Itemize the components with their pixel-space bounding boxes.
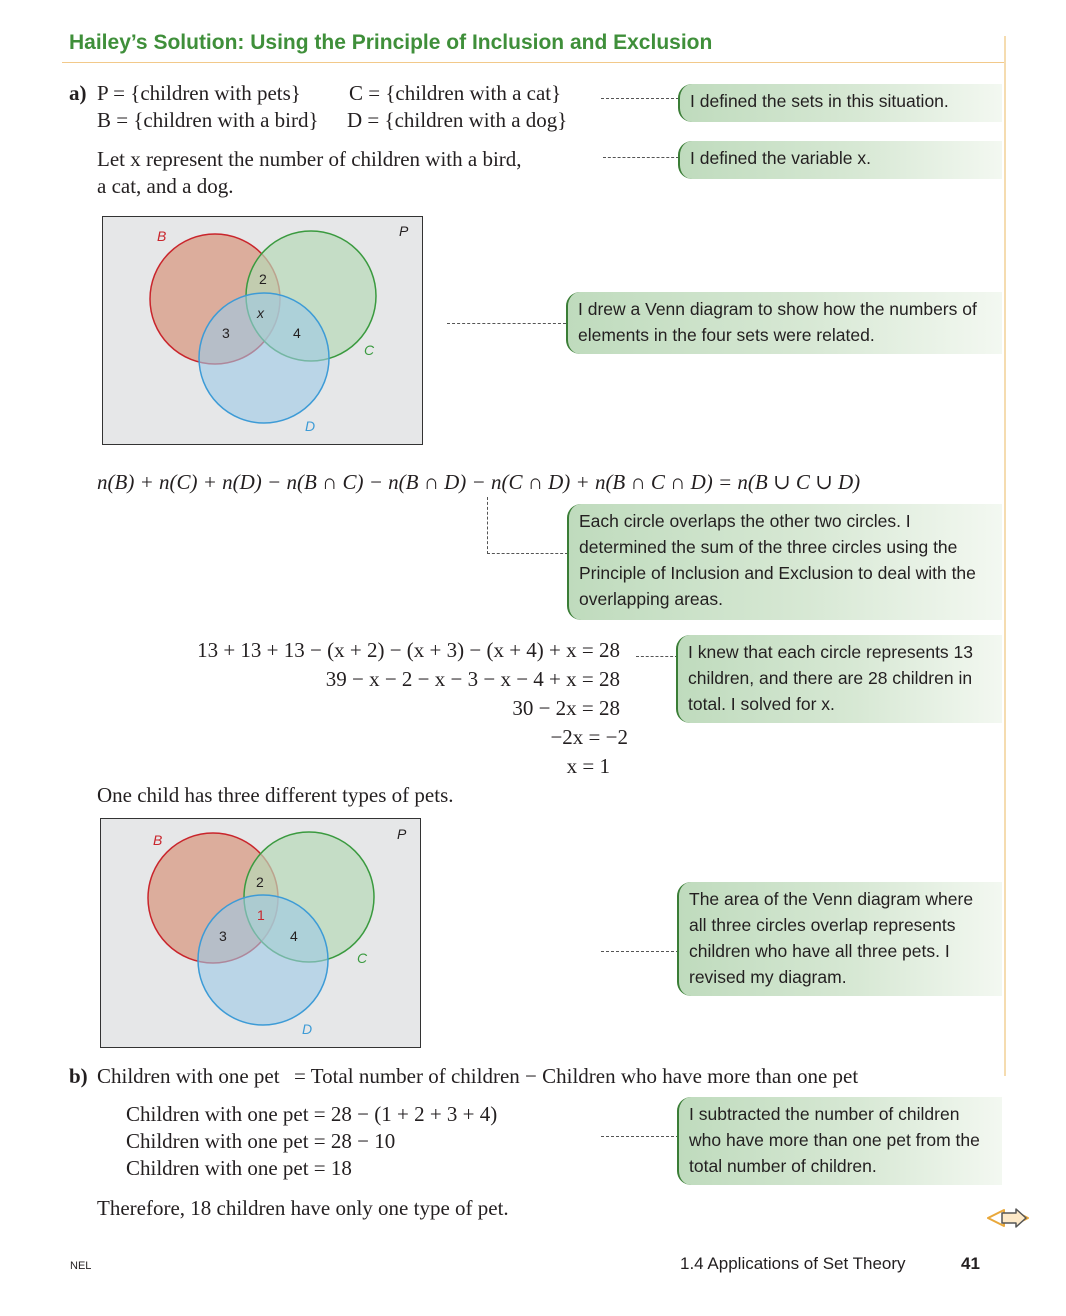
leader-line-3 <box>447 323 566 324</box>
margin-note-solve: I knew that each circle represents 13 children, and there are 28 children in total. I solved for x. <box>676 635 1002 723</box>
equation-step-3: 30 − 2x = 28 <box>512 696 620 720</box>
part-b-statement-left: Children with one pet <box>97 1064 280 1088</box>
label-p: P <box>397 826 407 842</box>
circle-d <box>199 293 329 423</box>
label-c: C <box>357 950 368 966</box>
region-bc: 2 <box>259 271 267 287</box>
part-b-statement-right: = Total number of children − Children who have more than one pet <box>294 1064 859 1088</box>
equation-step-5: x = 1 <box>566 754 610 778</box>
region-bc: 2 <box>256 874 264 890</box>
margin-note-revise: The area of the Venn diagram where all three circles overlap represents children who have all three pets. I revised my diagram. <box>677 882 1002 996</box>
region-bd: 3 <box>222 325 230 341</box>
region-cd: 4 <box>290 928 298 944</box>
final-answer: Therefore, 18 children have only one type of pet. <box>97 1196 509 1220</box>
inclusion-exclusion-formula: n(B) + n(C) + n(D) − n(B ∩ C) − n(B ∩ D) − n(C ∩ D) + n(B ∩ C ∩ D) = n(B ∪ C ∪ D) <box>97 470 861 494</box>
set-c-definition: C = {children with a cat} <box>349 81 562 105</box>
margin-note-principle: Each circle overlaps the other two circles. I determined the sum of the three circles using the Principle of Inclusion and Exclusion to deal with the overlapping areas. <box>567 504 1002 620</box>
next-page-arrow-icon[interactable] <box>984 1200 1030 1236</box>
leader-line-4-vertical <box>487 497 488 554</box>
margin-note-sets: I defined the sets in this situation. <box>678 84 1002 122</box>
equation-step-1: 13 + 13 + 13 − (x + 2) − (x + 3) − (x + 4) + x = 28 <box>197 638 620 662</box>
label-c: C <box>364 342 375 358</box>
variable-definition-line-2: a cat, and a dog. <box>97 174 234 198</box>
set-b-definition: B = {children with a bird} <box>97 108 319 132</box>
section-title: Hailey’s Solution: Using the Principle of Inclusion and Exclusion <box>69 31 713 54</box>
header-rule <box>62 62 1006 63</box>
leader-line-1 <box>601 98 679 99</box>
part-b-label: b) <box>69 1064 88 1088</box>
part-b-equation-1: Children with one pet = 28 − (1 + 2 + 3 + 4) <box>126 1102 498 1126</box>
label-b: B <box>153 832 163 848</box>
label-d: D <box>305 418 316 434</box>
footer-section-title: 1.4 Applications of Set Theory <box>680 1254 906 1273</box>
part-b-equation-3: Children with one pet = 18 <box>126 1156 352 1180</box>
part-b-equation-2: Children with one pet = 28 − 10 <box>126 1129 396 1153</box>
venn-2-drawing <box>101 819 422 1049</box>
venn-diagram-2 <box>100 818 421 1048</box>
page-number: 41 <box>961 1254 980 1273</box>
equation-step-4: −2x = −2 <box>550 725 628 749</box>
set-d-definition: D = {children with a dog} <box>347 108 568 132</box>
leader-line-7 <box>601 1136 679 1137</box>
set-p-definition: P = {children with pets} <box>97 81 301 105</box>
leader-line-2 <box>603 157 679 158</box>
part-a-label: a) <box>69 81 87 105</box>
equation-step-2: 39 − x − 2 − x − 3 − x − 4 + x = 28 <box>325 667 620 691</box>
variable-definition-line-1: Let x represent the number of children with a bird, <box>97 147 522 171</box>
region-bcd: x <box>257 305 264 321</box>
venn-1-drawing <box>103 217 424 446</box>
region-bd: 3 <box>219 928 227 944</box>
venn-diagram-1 <box>102 216 423 445</box>
margin-rule <box>1004 36 1006 1076</box>
region-bcd: 1 <box>257 907 265 923</box>
label-b: B <box>157 228 167 244</box>
leader-line-4 <box>487 553 568 554</box>
label-d: D <box>302 1021 313 1037</box>
leader-line-6 <box>601 951 679 952</box>
margin-note-subtract: I subtracted the number of children who have more than one pet from the total number of children. <box>677 1097 1002 1185</box>
leader-line-5 <box>636 656 678 657</box>
margin-note-variable: I defined the variable x. <box>678 141 1002 179</box>
region-cd: 4 <box>293 325 301 341</box>
label-p: P <box>399 223 409 239</box>
margin-note-venn: I drew a Venn diagram to show how the numbers of elements in the four sets were related. <box>566 292 1002 354</box>
conclusion-text: One child has three different types of pets. <box>97 783 454 807</box>
footer-publisher: NEL <box>70 1260 92 1272</box>
